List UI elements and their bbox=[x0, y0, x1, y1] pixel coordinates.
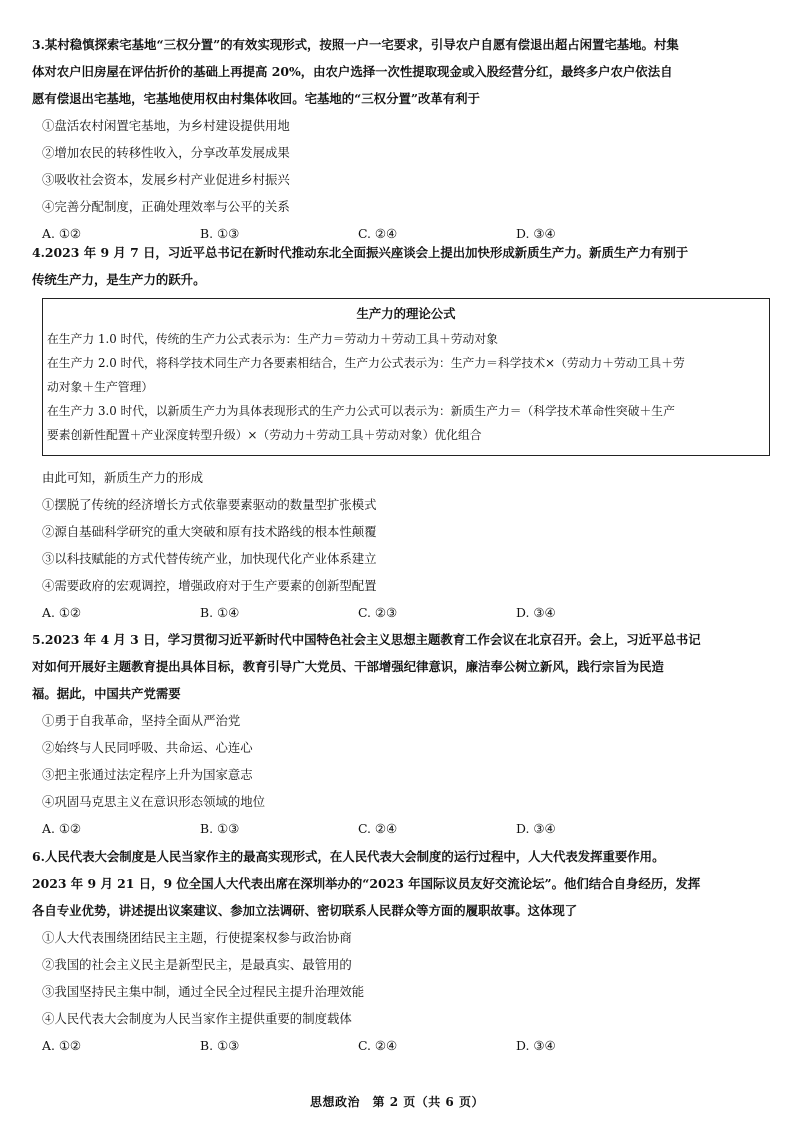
question-5-option: ②始终与人民同呼吸、共命运、心连心 bbox=[42, 740, 253, 755]
question-3-option: ①盘活农村闲置宅基地，为乡村建设提供用地 bbox=[42, 118, 290, 133]
question-5-stem-line: 福。据此，中国共产党需要 bbox=[32, 686, 181, 701]
choice-c: C. ②③ bbox=[358, 605, 398, 620]
question-3-stem-line: 愿有偿退出宅基地，宅基地使用权由村集体收回。宅基地的“三权分置”改革有利于 bbox=[32, 91, 480, 106]
choice-d: D. ③④ bbox=[516, 821, 556, 836]
question-6 bbox=[32, 848, 772, 1064]
choice-d: D. ③④ bbox=[516, 605, 556, 620]
question-4 bbox=[32, 244, 772, 298]
choice-b: B. ①③ bbox=[200, 821, 240, 836]
question-4-option: ③以科技赋能的方式代替传统产业，加快现代化产业体系建立 bbox=[42, 551, 377, 566]
question-3-stem-line: 3.某村稳慎探索宅基地“三权分置”的有效实现形式，按照一户一宅要求，引导农户自愿有偿退出超占闲置宅基地。村集 bbox=[32, 37, 679, 52]
formula-box-line: 在生产力 3.0 时代，以新质生产力为具体表现形式的生产力公式可以表示为：新质生产力＝（科学技术革命性突破＋生产 bbox=[47, 404, 675, 418]
question-4-lead: 由此可知，新质生产力的形成 bbox=[42, 470, 204, 485]
choice-c: C. ②④ bbox=[358, 226, 398, 241]
question-5-option: ①勇于自我革命，坚持全面从严治党 bbox=[42, 713, 241, 728]
choice-d: D. ③④ bbox=[516, 1038, 556, 1053]
choice-b: B. ①③ bbox=[200, 1038, 240, 1053]
formula-box-line: 动对象＋生产管理） bbox=[47, 380, 154, 394]
question-6-choices bbox=[32, 1037, 772, 1064]
question-3-option: ④完善分配制度，正确处理效率与公平的关系 bbox=[42, 199, 290, 214]
choice-a: A. ①② bbox=[42, 1038, 82, 1053]
formula-box bbox=[42, 298, 770, 456]
question-4-choices bbox=[32, 604, 772, 631]
question-4-body bbox=[32, 469, 772, 631]
formula-box-line: 要素创新性配置＋产业深度转型升级）×（劳动力＋劳动工具＋劳动对象）优化组合 bbox=[47, 428, 482, 442]
question-5-choices bbox=[32, 820, 772, 847]
question-6-option: ③我国坚持民主集中制，通过全民全过程民主提升治理效能 bbox=[42, 984, 365, 999]
question-6-stem-line: 6.人民代表大会制度是人民当家作主的最高实现形式，在人民代表大会制度的运行过程中，人大代表发挥重要作用。 bbox=[32, 849, 665, 864]
question-5-stem-line: 对如何开展好主题教育提出具体目标，教育引导广大党员、干部增强纪律意识，廉洁奉公树立新风，践行宗旨为民造 bbox=[32, 659, 664, 674]
formula-box-line: 在生产力 2.0 时代，将科学技术同生产力各要素相结合，生产力公式表示为：生产力＝科学技术×（劳动力＋劳动工具＋劳 bbox=[47, 356, 685, 370]
question-3-option: ③吸收社会资本，发展乡村产业促进乡村振兴 bbox=[42, 172, 290, 187]
question-3-stem-line: 体对农户旧房屋在评估折价的基础上再提高 20%，由农户选择一次性提取现金或入股经营分红，最终多户农户依法自 bbox=[32, 64, 673, 79]
choice-c: C. ②④ bbox=[358, 821, 398, 836]
question-6-option: ④人民代表大会制度为人民当家作主提供重要的制度载体 bbox=[42, 1011, 352, 1026]
formula-box-title: 生产力的理论公式 bbox=[356, 306, 456, 321]
question-5-option: ③把主张通过法定程序上升为国家意志 bbox=[42, 767, 253, 782]
question-6-option: ②我国的社会主义民主是新型民主，是最真实、最管用的 bbox=[42, 957, 352, 972]
question-5 bbox=[32, 631, 772, 847]
choice-a: A. ①② bbox=[42, 226, 82, 241]
choice-b: B. ①④ bbox=[200, 605, 240, 620]
question-5-stem-line: 5.2023 年 4 月 3 日，学习贯彻习近平新时代中国特色社会主义思想主题教育工作会议在北京召开。会上，习近平总书记 bbox=[32, 632, 701, 647]
question-6-option: ①人大代表围绕团结民主主题，行使提案权参与政治协商 bbox=[42, 930, 352, 945]
question-4-stem-line: 4.2023 年 9 月 7 日，习近平总书记在新时代推动东北全面振兴座谈会上提出加快形成新质生产力。新质生产力有别于 bbox=[32, 245, 689, 260]
choice-c: C. ②④ bbox=[358, 1038, 398, 1053]
question-4-option: ①摆脱了传统的经济增长方式依靠要素驱动的数量型扩张模式 bbox=[42, 497, 377, 512]
formula-box-line: 在生产力 1.0 时代，传统的生产力公式表示为：生产力＝劳动力＋劳动工具＋劳动对象 bbox=[47, 332, 498, 346]
choice-d: D. ③④ bbox=[516, 226, 556, 241]
question-4-option: ④需要政府的宏观调控，增强政府对于生产要素的创新型配置 bbox=[42, 578, 377, 593]
choice-b: B. ①③ bbox=[200, 226, 240, 241]
question-3-option: ②增加农民的转移性收入，分享改革发展成果 bbox=[42, 145, 290, 160]
question-4-stem-line: 传统生产力，是生产力的跃升。 bbox=[32, 272, 206, 287]
choice-a: A. ①② bbox=[42, 605, 82, 620]
question-3 bbox=[32, 36, 772, 252]
choice-a: A. ①② bbox=[42, 821, 82, 836]
question-4-option: ②源自基础科学研究的重大突破和原有技术路线的根本性颠覆 bbox=[42, 524, 377, 539]
question-6-stem-line: 各自专业优势，讲述提出议案建议、参加立法调研、密切联系人民群众等方面的履职故事。这体现了 bbox=[32, 903, 578, 918]
page-footer: 思想政治 第 2 页（共 6 页） bbox=[310, 1095, 484, 1109]
question-6-stem-line: 2023 年 9 月 21 日，9 位全国人大代表出席在深圳举办的“2023 年国际议员友好交流论坛”。他们结合自身经历，发挥 bbox=[32, 876, 701, 891]
question-5-option: ④巩固马克思主义在意识形态领域的地位 bbox=[42, 794, 266, 809]
